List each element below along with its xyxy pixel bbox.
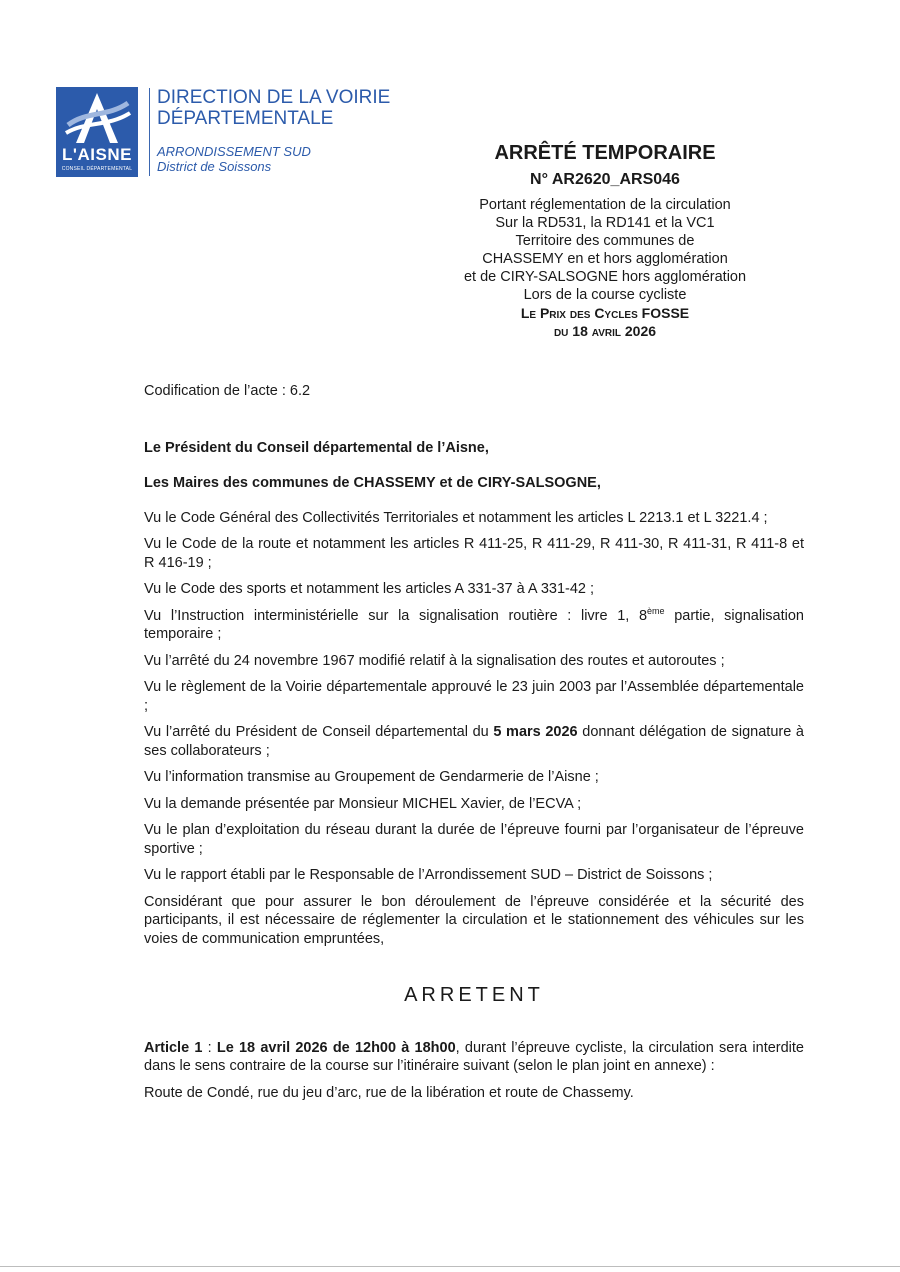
document-number: N° AR2620_ARS046 — [530, 171, 680, 188]
header-divider — [149, 88, 150, 176]
event-date: du 18 avril 2026 — [553, 323, 657, 339]
title-line-1: Portant réglementation de la circulation — [479, 197, 731, 213]
vu-instruction-b: partie, signalisation temporaire ; — [144, 607, 804, 642]
vu-rapport: Vu le rapport établi par le Responsable de l’Arrondissement SUD – District de Soissons ; — [144, 867, 713, 883]
vu-arrete-1967: Vu l’arrêté du 24 novembre 1967 modifié relatif à la signalisation des routes et autoroutes ; — [144, 652, 725, 669]
title-block — [440, 140, 770, 340]
vu-delegation — [144, 723, 804, 760]
considerant: Considérant que pour assurer le bon déroulement de l’épreuve considérée et la sécurité des participants, il est nécessaire de réglementer la circulation et le stationnement des véhicules sur les voies de communication empruntées, — [144, 893, 804, 947]
title-line-6: Lors de la course cycliste — [523, 287, 687, 303]
title-line-3: Territoire des communes de — [515, 233, 695, 249]
aisne-logo — [56, 87, 138, 177]
article-1-colon: : — [202, 1039, 217, 1056]
vu-instruction — [144, 607, 804, 644]
vu-cgct: Vu le Code Général des Collectivités Territoriales et notamment les articles L 2213.1 et L 3221.4 ; — [144, 509, 768, 526]
vu-instruction-sup: ème — [647, 605, 665, 616]
president-line: Le Président du Conseil départemental de l’Aisne, — [144, 439, 489, 456]
vu-reglement: Vu le règlement de la Voirie départementale approuvé le 23 juin 2003 par l’Assemblée départementale ; — [144, 679, 804, 714]
vu-delegation-date: 5 mars 2026 — [493, 724, 578, 740]
document-body — [144, 382, 804, 1110]
page-bottom-line — [0, 1266, 900, 1267]
department-line-1: DIRECTION DE LA VOIRIE — [157, 87, 391, 108]
arrondissement-line-1: ARRONDISSEMENT SUD — [157, 144, 311, 159]
department-name — [157, 87, 417, 129]
vu-instruction-a: Vu l’Instruction interministérielle sur la signalisation routière : livre 1, 8 — [144, 607, 648, 624]
event-name: Le Prix des Cycles FOSSE — [520, 305, 690, 321]
arretent-heading: ARRETENT — [404, 984, 544, 1006]
logo-subtitle: CONSEIL DÉPARTEMENTAL — [61, 166, 133, 172]
arrondissement-line-2: District de Soissons — [157, 159, 272, 174]
article-1-route: Route de Condé, rue du jeu d’arc, rue de la libération et route de Chassemy. — [144, 1084, 634, 1101]
document-title: ARRÊTÉ TEMPORAIRE — [494, 142, 716, 164]
vu-demande: Vu la demande présentée par Monsieur MICHEL Xavier, de l’ECVA ; — [144, 795, 582, 812]
article-1 — [144, 1039, 804, 1076]
maires-line: Les Maires des communes de CHASSEMY et de CIRY-SALSOGNE, — [144, 475, 601, 491]
vu-plan: Vu le plan d’exploitation du réseau durant la durée de l’épreuve fourni par l’organisateur de l’épreuve sportive ; — [144, 822, 804, 857]
article-1-when: Le 18 avril 2026 de 12h00 à 18h00 — [216, 1039, 456, 1056]
article-1-label: Article 1 — [144, 1039, 203, 1056]
arrondissement — [157, 144, 417, 174]
title-line-2: Sur la RD531, la RD141 et la VC1 — [495, 215, 715, 231]
vu-code-sports: Vu le Code des sports et notamment les articles A 331-37 à A 331-42 ; — [144, 581, 595, 597]
vu-code-route: Vu le Code de la route et notamment les articles R 411-25, R 411-29, R 411-30, R 411-31, R 411-8 et R 416-19 ; — [144, 536, 804, 571]
title-line-5: et de CIRY-SALSOGNE hors agglomération — [463, 269, 747, 285]
title-line-4: CHASSEMY en et hors agglomération — [482, 251, 728, 267]
article-1-text: , durant l’épreuve cycliste, la circulation sera interdite dans le sens contraire de la course sur l’itinéraire suivant (selon le plan joint en annexe) : — [144, 1039, 804, 1074]
vu-delegation-a: Vu l’arrêté du Président de Conseil départemental du — [144, 724, 494, 740]
vu-gendarmerie: Vu l’information transmise au Groupement de Gendarmerie de l’Aisne ; — [144, 769, 599, 785]
department-line-2: DÉPARTEMENTALE — [157, 108, 334, 129]
codification: Codification de l’acte : 6.2 — [144, 383, 311, 399]
vu-delegation-b: donnant délégation de signature à ses collaborateurs ; — [144, 724, 804, 759]
logo-name: L'AISNE — [62, 145, 132, 164]
